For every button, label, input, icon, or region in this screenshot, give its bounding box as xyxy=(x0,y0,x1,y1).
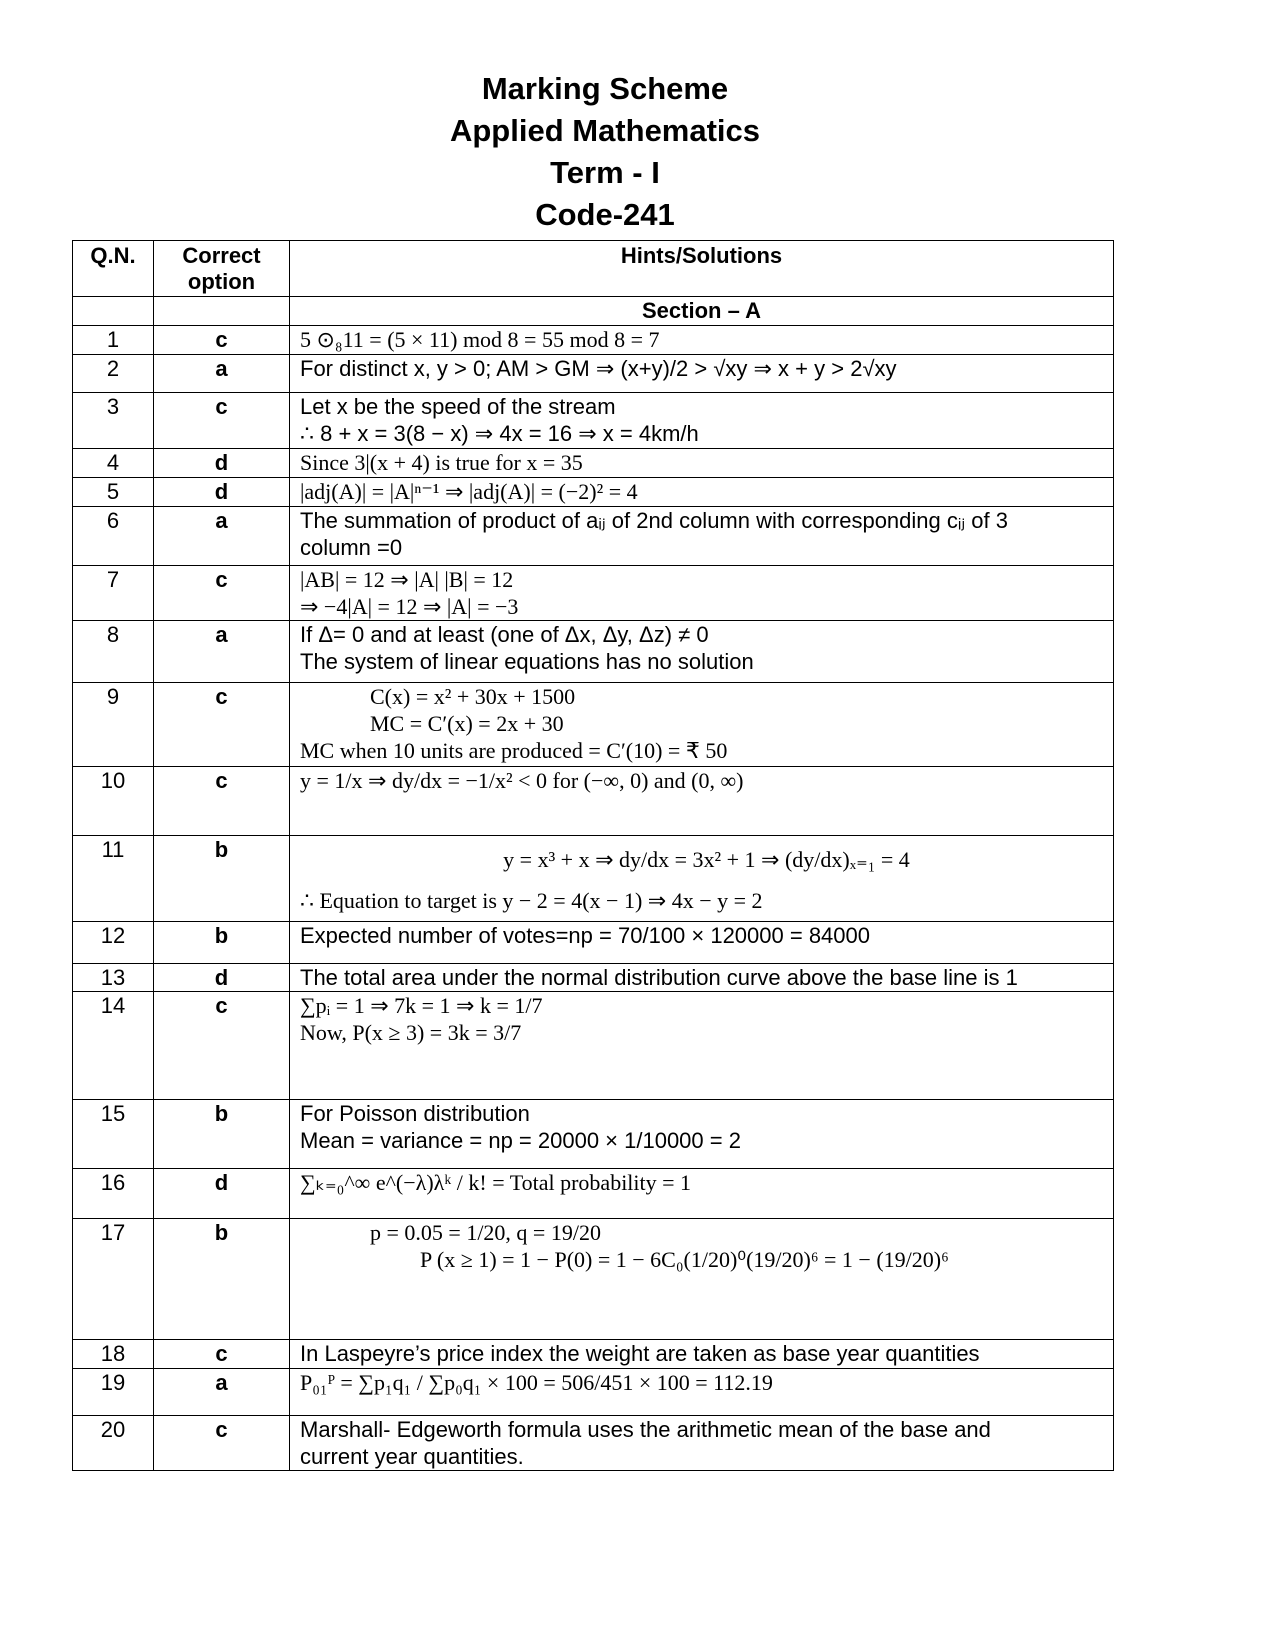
correct-option: a xyxy=(154,507,290,566)
table-row xyxy=(73,621,1114,683)
correct-option: d xyxy=(154,449,290,478)
solution xyxy=(290,964,1114,992)
table-row xyxy=(73,326,1114,355)
solution-line: ∑ₖ₌₀^∞ e^(−λ)λᵏ / k! = Total probability = 1 xyxy=(300,1170,692,1195)
table-row xyxy=(73,683,1114,767)
solution xyxy=(290,1340,1114,1369)
table-row xyxy=(73,1100,1114,1169)
solution xyxy=(290,1169,1114,1219)
solution-line: In Laspeyre’s price index the weight are taken as base year quantities xyxy=(300,1341,980,1366)
correct-option: c xyxy=(154,1340,290,1369)
solution xyxy=(290,992,1114,1100)
table-row xyxy=(73,1369,1114,1416)
table-row xyxy=(73,1219,1114,1340)
section-label: Section – A xyxy=(290,297,1114,326)
solution-line: Mean = variance = np = 20000 × 1/10000 = 2 xyxy=(300,1128,741,1153)
question-number: 19 xyxy=(73,1369,154,1416)
question-number: 7 xyxy=(73,566,154,621)
question-number: 2 xyxy=(73,355,154,393)
solution xyxy=(290,767,1114,836)
solution xyxy=(290,621,1114,683)
question-number: 12 xyxy=(73,922,154,964)
solution-line: C(x) = x² + 30x + 1500 xyxy=(370,684,576,709)
section-row xyxy=(73,297,1114,326)
header-correct-option: Correct option xyxy=(154,241,290,297)
solution-line: p = 0.05 = 1/20, q = 19/20 xyxy=(370,1220,601,1245)
title-line: Term - I xyxy=(550,155,660,190)
question-number: 8 xyxy=(73,621,154,683)
question-number: 10 xyxy=(73,767,154,836)
title-line: Marking Scheme xyxy=(481,71,729,106)
table-row xyxy=(73,836,1114,922)
question-number: 6 xyxy=(73,507,154,566)
solution-line: column =0 xyxy=(300,535,403,560)
solution-line: |AB| = 12 ⇒ |A| |B| = 12 xyxy=(300,567,514,592)
solution-line: The total area under the normal distribution curve above the base line is 1 xyxy=(300,965,1018,990)
question-number: 16 xyxy=(73,1169,154,1219)
document-title xyxy=(0,68,1210,236)
solution-line: P (x ≥ 1) = 1 − P(0) = 1 − 6C₀(1/20)⁰(19/20)⁶ = 1 − (19/20)⁶ xyxy=(420,1247,949,1272)
table-row xyxy=(73,507,1114,566)
solution xyxy=(290,1416,1114,1471)
solution xyxy=(290,1369,1114,1416)
correct-option: b xyxy=(154,1219,290,1340)
solution-line: P₀₁ᴾ = ∑p₁q₁ / ∑p₀q₁ × 100 = 506/451 × 100 = 112.19 xyxy=(300,1370,773,1395)
table-row xyxy=(73,1169,1114,1219)
correct-option: c xyxy=(154,767,290,836)
question-number: 1 xyxy=(73,326,154,355)
solution-line: The system of linear equations has no solution xyxy=(300,649,754,674)
question-number: 17 xyxy=(73,1219,154,1340)
question-number: 11 xyxy=(73,836,154,922)
correct-option: a xyxy=(154,355,290,393)
solution-line: ∴ Equation to target is y − 2 = 4(x − 1) ⇒ 4x − y = 2 xyxy=(300,888,763,913)
title-line: Applied Mathematics xyxy=(449,113,761,148)
correct-option: c xyxy=(154,393,290,449)
solution-line: ⇒ −4|A| = 12 ⇒ |A| = −3 xyxy=(300,594,519,619)
question-number: 20 xyxy=(73,1416,154,1471)
solution-line: For Poisson distribution xyxy=(300,1101,530,1126)
solution-line: Let x be the speed of the stream xyxy=(300,394,616,419)
table-row xyxy=(73,566,1114,621)
question-number: 9 xyxy=(73,683,154,767)
title-line: Code-241 xyxy=(535,197,675,232)
correct-option: b xyxy=(154,1100,290,1169)
solution xyxy=(290,355,1114,393)
header-hints-solutions: Hints/Solutions xyxy=(290,241,1114,297)
table-row xyxy=(73,964,1114,992)
solution xyxy=(290,683,1114,767)
correct-option: d xyxy=(154,478,290,507)
marking-scheme-table xyxy=(72,240,1114,1471)
solution-line: Since 3|(x + 4) is true for x = 35 xyxy=(300,450,583,475)
correct-option: c xyxy=(154,566,290,621)
correct-option: c xyxy=(154,683,290,767)
solution-line: Now, P(x ≥ 3) = 3k = 3/7 xyxy=(300,1020,522,1045)
solution-line: The summation of product of aᵢⱼ of 2nd column with corresponding cᵢⱼ of 3 xyxy=(300,508,1008,533)
correct-option: c xyxy=(154,1416,290,1471)
solution-line: 5 ⊙₈11 = (5 × 11) mod 8 = 55 mod 8 = 7 xyxy=(300,327,660,352)
solution-line: |adj(A)| = |A|ⁿ⁻¹ ⇒ |adj(A)| = (−2)² = 4 xyxy=(300,479,638,504)
solution-line: y = x³ + x ⇒ dy/dx = 3x² + 1 ⇒ (dy/dx)ₓ₌₁ = 4 xyxy=(503,847,910,872)
solution xyxy=(290,836,1114,922)
question-number: 14 xyxy=(73,992,154,1100)
correct-option: b xyxy=(154,922,290,964)
correct-option: c xyxy=(154,992,290,1100)
question-number: 15 xyxy=(73,1100,154,1169)
table-row xyxy=(73,767,1114,836)
solution xyxy=(290,478,1114,507)
question-number: 4 xyxy=(73,449,154,478)
question-number: 18 xyxy=(73,1340,154,1369)
question-number: 3 xyxy=(73,393,154,449)
table-row xyxy=(73,449,1114,478)
solution-line: MC when 10 units are produced = C′(10) = ₹ 50 xyxy=(300,738,728,763)
solution-line: MC = C′(x) = 2x + 30 xyxy=(370,711,564,736)
correct-option: b xyxy=(154,836,290,922)
solution-line: If Δ= 0 and at least (one of Δx, Δy, Δz) ≠ 0 xyxy=(300,622,709,647)
solution xyxy=(290,449,1114,478)
table-row xyxy=(73,992,1114,1100)
table-row xyxy=(73,393,1114,449)
correct-option: a xyxy=(154,1369,290,1416)
solution xyxy=(290,922,1114,964)
solution xyxy=(290,1100,1114,1169)
solution xyxy=(290,393,1114,449)
table-row xyxy=(73,1340,1114,1369)
correct-option: d xyxy=(154,1169,290,1219)
table-row xyxy=(73,355,1114,393)
solution-line: ∑pᵢ = 1 ⇒ 7k = 1 ⇒ k = 1/7 xyxy=(300,993,543,1018)
solution-line: For distinct x, y > 0; AM > GM ⇒ (x+y)/2 > √xy ⇒ x + y > 2√xy xyxy=(300,356,897,381)
solution-line: Marshall- Edgeworth formula uses the arithmetic mean of the base and xyxy=(300,1417,991,1442)
solution-line: Expected number of votes=np = 70/100 × 120000 = 84000 xyxy=(300,923,871,948)
solution xyxy=(290,1219,1114,1340)
table-row xyxy=(73,478,1114,507)
solution-line: y = 1/x ⇒ dy/dx = −1/x² < 0 for (−∞, 0) and (0, ∞) xyxy=(300,768,744,793)
solution xyxy=(290,507,1114,566)
correct-option: a xyxy=(154,621,290,683)
header-qn: Q.N. xyxy=(73,241,154,297)
table-row xyxy=(73,922,1114,964)
solution xyxy=(290,566,1114,621)
question-number: 5 xyxy=(73,478,154,507)
question-number: 13 xyxy=(73,964,154,992)
solution-line: current year quantities. xyxy=(300,1444,524,1469)
table-row xyxy=(73,1416,1114,1471)
correct-option: d xyxy=(154,964,290,992)
solution-line: ∴ 8 + x = 3(8 − x) ⇒ 4x = 16 ⇒ x = 4km/h xyxy=(300,421,699,446)
correct-option: c xyxy=(154,326,290,355)
solution xyxy=(290,326,1114,355)
